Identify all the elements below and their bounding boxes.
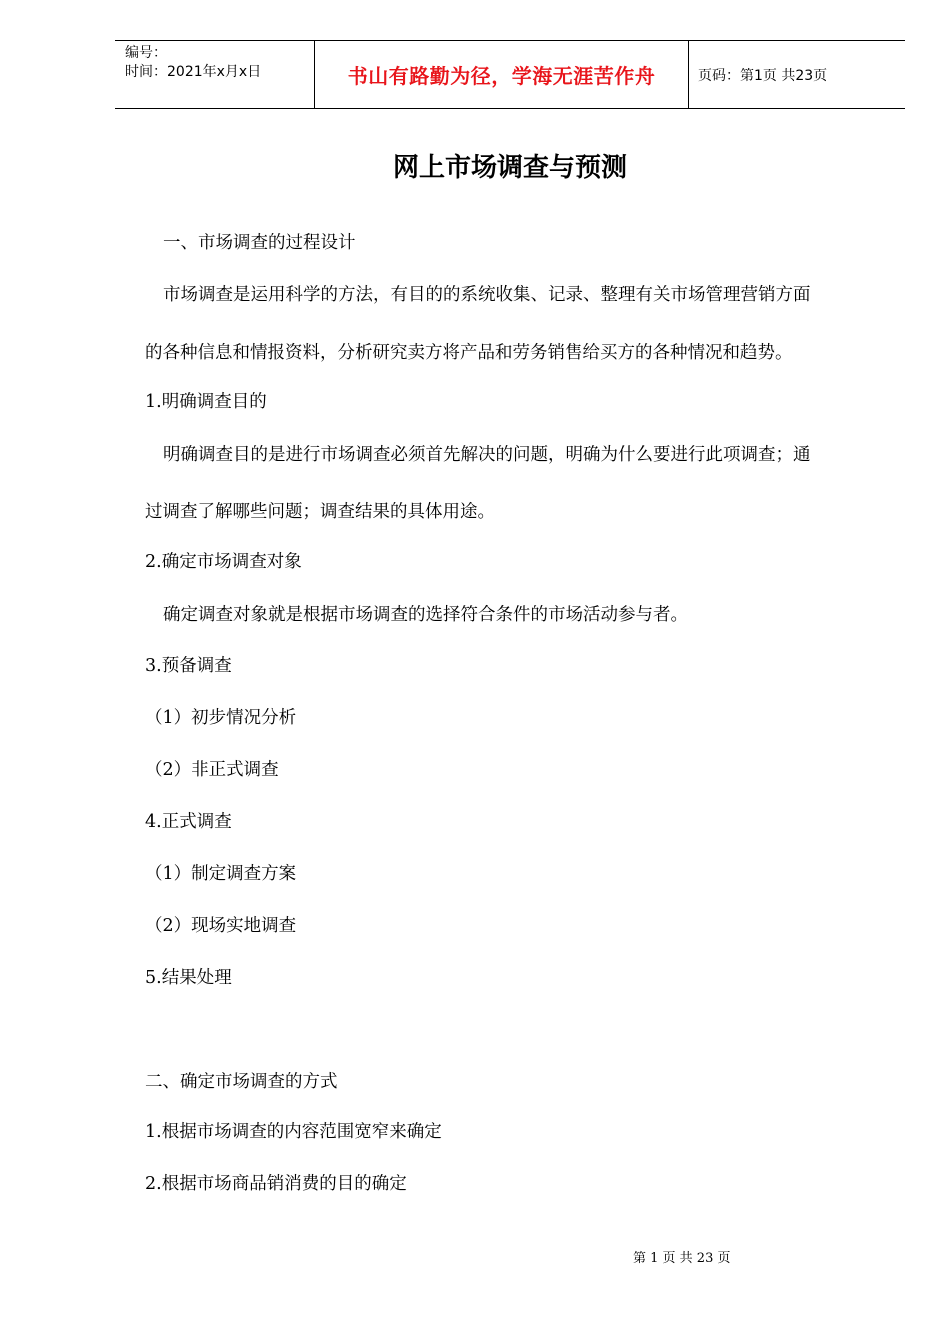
- subheading: 3.预备调查: [145, 656, 232, 676]
- list-item: （1）初步情况分析: [145, 708, 297, 728]
- subheading: 5.结果处理: [145, 968, 232, 988]
- list-item: （2）现场实地调查: [145, 916, 297, 936]
- time-label: 时间：2021年x月x日: [125, 64, 262, 80]
- paragraph-line: 明确调查目的是进行市场调查必须首先解决的问题，明确为什么要进行此项调查；通: [163, 445, 811, 465]
- list-item: （2）非正式调查: [145, 760, 279, 780]
- subheading: 2.确定市场调查对象: [145, 552, 302, 572]
- subheading: 1.根据市场调查的内容范围宽窄来确定: [145, 1122, 442, 1142]
- subheading: 1.明确调查目的: [145, 392, 267, 412]
- subheading: 2.根据市场商品销消费的目的确定: [145, 1174, 407, 1194]
- document-title: 网上市场调查与预测: [392, 153, 627, 183]
- page-header: [115, 40, 905, 109]
- header-meta: [115, 41, 315, 108]
- paragraph-line: 的各种信息和情报资料，分析研究卖方将产品和劳务销售给买方的各种情况和趋势。: [145, 343, 793, 363]
- paragraph-line: 市场调查是运用科学的方法，有目的的系统收集、记录、整理有关市场管理营销方面: [163, 285, 811, 305]
- paragraph-line: 确定调查对象就是根据市场调查的选择符合条件的市场活动参与者。: [163, 605, 688, 625]
- serial-label: 编号：: [125, 45, 167, 61]
- section-heading-1: 一、市场调查的过程设计: [163, 233, 356, 253]
- page-footer: 第 1 页 共 23 页: [633, 1251, 731, 1266]
- list-item: （1）制定调查方案: [145, 864, 297, 884]
- subheading: 4.正式调查: [145, 812, 232, 832]
- header-motto: 书山有路勤为径，学海无涯苦作舟: [315, 41, 689, 108]
- section-heading-2: 二、确定市场调查的方式: [145, 1072, 338, 1092]
- paragraph-line: 过调查了解哪些问题；调查结果的具体用途。: [145, 502, 495, 522]
- header-page-info: 页码：第1页 共23页: [698, 67, 828, 84]
